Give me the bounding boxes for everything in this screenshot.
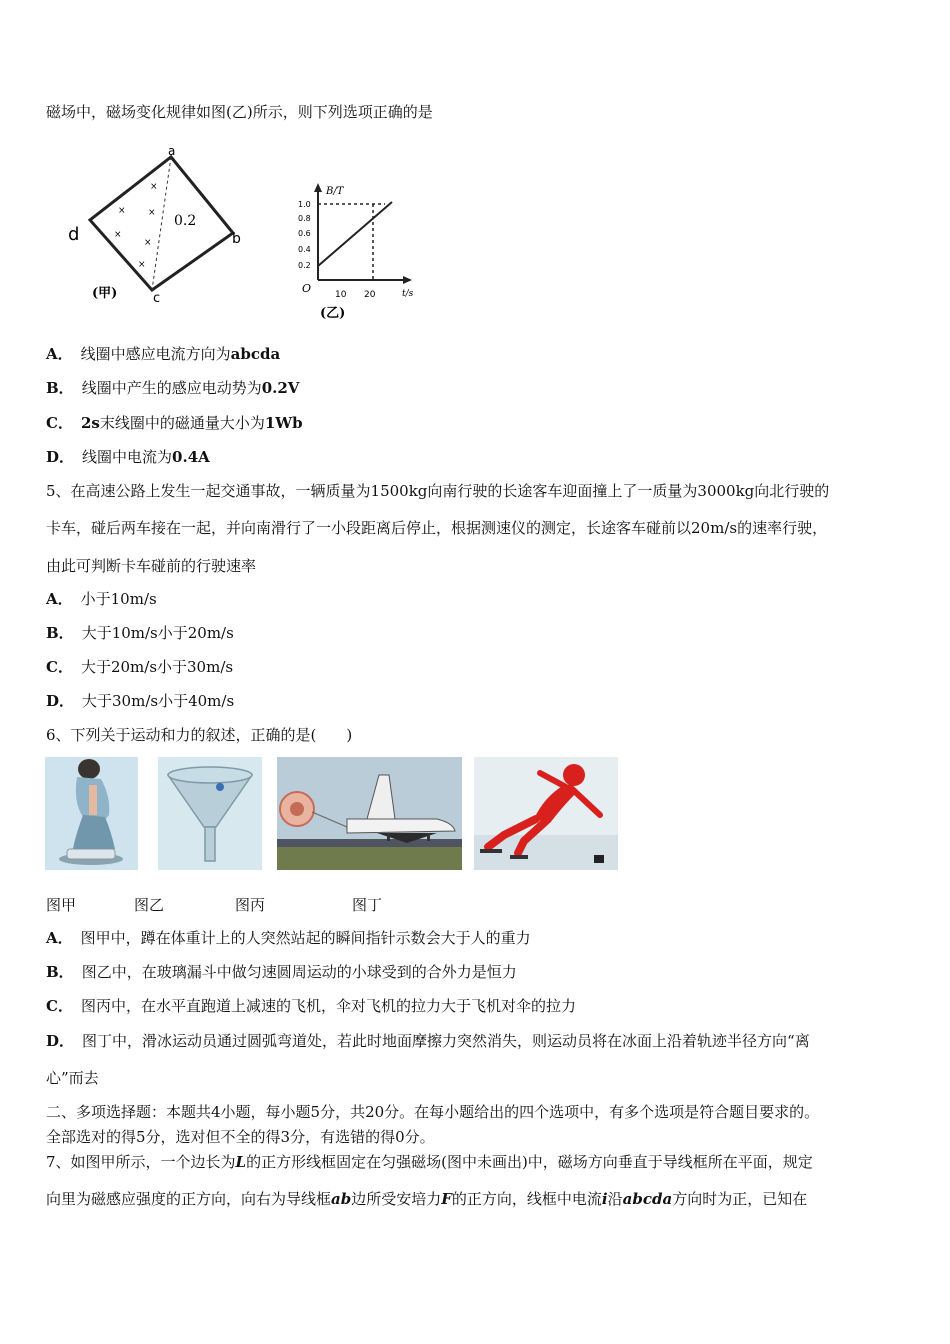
q6-option-c — [46, 996, 576, 1016]
text: 方向时为正，已知在 — [672, 1190, 808, 1208]
variable: F — [441, 1190, 452, 1208]
q4-option-a — [46, 344, 280, 364]
field-mark: × — [144, 238, 152, 248]
option-letter: D． — [46, 1032, 75, 1050]
photo-scale-person — [45, 757, 138, 870]
option-letter: B． — [46, 379, 74, 397]
q6-option-d-continuation: 心”而去 — [46, 1069, 99, 1087]
text: 的正方形线框固定在匀强磁场(图中未画出)中，磁场方向垂直于导线框所在平面，规定 — [246, 1153, 813, 1171]
field-mark: × — [118, 206, 126, 216]
y-tick: 1.0 — [298, 200, 311, 209]
option-letter: C． — [46, 658, 73, 676]
x-tick: 10 — [335, 290, 347, 300]
figure-caption-yi: (乙) — [320, 306, 346, 321]
caption-yi: 图乙 — [134, 896, 165, 914]
option-letter: A． — [46, 345, 73, 363]
option-text: 图甲中，蹲在体重计上的人突然站起的瞬间指针示数会大于人的重力 — [80, 929, 531, 947]
q4-option-d — [46, 447, 210, 467]
q5-option-c — [46, 657, 233, 677]
variable: ab — [331, 1190, 352, 1208]
text: 沿 — [607, 1190, 623, 1208]
x-axis-label: t/s — [402, 289, 414, 299]
figure-caption-jia: (甲) — [92, 286, 118, 301]
text: 边所受安培力 — [351, 1190, 442, 1208]
option-text: 图乙中，在玻璃漏斗中做匀速圆周运动的小球受到的合外力是恒力 — [81, 963, 517, 981]
y-axis-arrow — [314, 183, 322, 192]
q5-option-d — [46, 691, 234, 711]
vertex-label-d: d — [68, 224, 80, 245]
q5-stem-line3: 由此可判断卡车碰前的行驶速率 — [46, 557, 257, 575]
option-letter: B． — [46, 624, 74, 642]
q5-option-a — [46, 589, 157, 609]
vertex-label-c: c — [153, 291, 161, 305]
option-text: 大于10m/s小于20m/s — [81, 624, 234, 642]
q6-option-b — [46, 962, 517, 982]
y-tick: 0.6 — [298, 229, 311, 238]
variable: L — [235, 1153, 247, 1171]
y-tick: 0.2 — [298, 261, 311, 270]
option-text: 大于20m/s小于30m/s — [80, 658, 234, 676]
option-text: 线圈中产生的感应电动势为 — [81, 379, 262, 397]
caption-bing: 图丙 — [235, 896, 266, 914]
y-tick: 0.8 — [298, 214, 311, 223]
option-text: 线圈中电流为 — [82, 448, 173, 466]
option-value: abcda — [230, 345, 281, 363]
q5-option-b — [46, 623, 234, 643]
text: 7、如图甲所示，一个边长为 — [46, 1153, 236, 1171]
option-text: 线圈中感应电流方向为 — [80, 345, 231, 363]
x-axis-arrow — [403, 276, 412, 284]
photo-speed-skater — [474, 757, 618, 870]
photo-shuttle — [277, 757, 462, 870]
b-t-line — [318, 202, 392, 266]
variable: abcda — [622, 1190, 673, 1208]
caption-ding: 图丁 — [352, 896, 383, 914]
text: 向里为磁感应强度的正方向，向右为导线框 — [46, 1190, 332, 1208]
option-letter: D． — [46, 692, 75, 710]
q7-stem-line2 — [46, 1189, 807, 1209]
intro-line: 磁场中，磁场变化规律如图(乙)所示，则下列选项正确的是 — [46, 103, 433, 121]
q6-stem: 6、下列关于运动和力的叙述，正确的是( ) — [46, 726, 353, 744]
vertex-label-b: b — [232, 231, 241, 247]
photo-funnel — [158, 757, 262, 870]
option-text: 图丙中，在水平直跑道上减速的飞机，伞对飞机的拉力大于飞机对伞的拉力 — [80, 997, 576, 1015]
q4-option-c — [46, 413, 303, 433]
variable: i — [601, 1190, 608, 1208]
figure-yi — [290, 180, 420, 325]
option-letter: B． — [46, 963, 74, 981]
option-letter: D． — [46, 448, 75, 466]
option-value: 0.2V — [261, 379, 300, 397]
option-letter: A． — [46, 929, 73, 947]
figure-jia — [62, 145, 252, 305]
option-value: 1Wb — [264, 414, 303, 432]
option-value: 0.4A — [172, 448, 210, 466]
inner-text: 0.2 — [174, 213, 197, 229]
x-tick: 20 — [364, 290, 376, 300]
y-tick: 0.4 — [298, 245, 311, 254]
section2-heading-line1: 二、多项选择题：本题共4小题，每小题5分，共20分。在每小题给出的四个选项中，有多个选项是符合题目要求的。 — [46, 1103, 820, 1121]
q6-option-a — [46, 928, 531, 948]
section2-heading-line2: 全部选对的得5分，选对但不全的得3分，有选错的得0分。 — [46, 1128, 435, 1146]
q6-option-d — [46, 1031, 810, 1051]
option-text: 小于10m/s — [80, 590, 157, 608]
field-mark: × — [148, 208, 156, 218]
q5-stem-line1: 5、在高速公路上发生一起交通事故，一辆质量为1500kg向南行驶的长途客车迎面撞上了一质量为3000kg向北行驶的 — [46, 482, 830, 500]
origin-label: O — [302, 282, 312, 295]
option-text: 图丁中，滑冰运动员通过圆弧弯道处，若此时地面摩擦力突然消失，则运动员将在冰面上沿着轨迹半径方向“离 — [82, 1032, 810, 1050]
field-mark: × — [114, 230, 122, 240]
option-text: 大于30m/s小于40m/s — [82, 692, 235, 710]
field-mark: × — [138, 260, 146, 270]
q5-stem-line2: 卡车，碰后两车接在一起，并向南滑行了一小段距离后停止，根据测速仪的测定，长途客车碰前以20m/s的速率行驶， — [46, 519, 828, 537]
option-letter: A． — [46, 590, 73, 608]
field-mark: × — [150, 182, 158, 192]
text: 的正方向，线框中电流 — [451, 1190, 602, 1208]
y-axis-label: B/T — [326, 186, 344, 197]
diagonal-dashed — [152, 157, 171, 290]
q4-option-b — [46, 378, 299, 398]
option-letter: C． — [46, 997, 73, 1015]
option-text: 末线圈中的磁通量大小为 — [99, 414, 265, 432]
vertex-label-a: a — [168, 145, 176, 158]
option-letter: C． — [46, 414, 73, 432]
option-value: 2s — [80, 414, 100, 432]
q7-stem-line1 — [46, 1152, 813, 1172]
caption-jia: 图甲 — [46, 896, 77, 914]
